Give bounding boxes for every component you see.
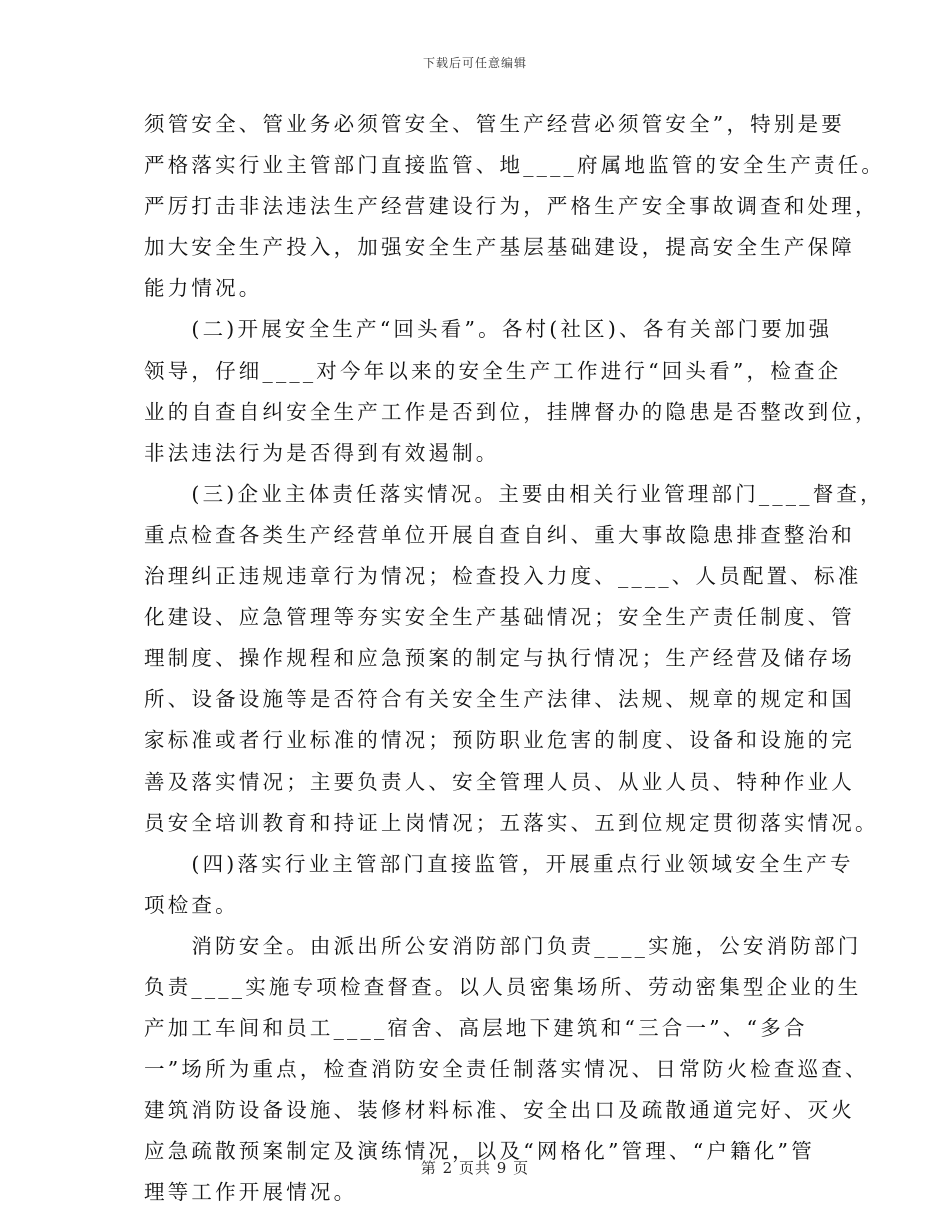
page-header: 下载后可任意编辑	[422, 56, 527, 70]
text-line: 加大安全生产投入，加强安全生产基层基础建设，提高安全生产保障	[144, 235, 855, 260]
text-line: (二)开展安全生产“回头看”。各村(社区)、各有关部门要加强	[144, 317, 833, 342]
text-line: 能力情况。	[144, 276, 263, 301]
text-line: 善及落实情况；主要负责人、安全管理人员、从业人员、特种作业人	[144, 769, 855, 794]
text-line: 一”场所为重点，检查消防安全责任制落实情况、日常防火检查巡查、	[144, 1057, 869, 1082]
text-line: 化建设、应急管理等夯实安全生产基础情况；安全生产责任制度、管	[144, 605, 855, 630]
text-line: 应急疏散预案制定及演练情况，以及“网格化”管理、“户籍化”管	[144, 1139, 815, 1164]
text-line: 员安全培训教育和持证上岗情况；五落实、五到位规定贯彻落实情况。	[144, 810, 879, 835]
text-line: 项检查。	[144, 892, 239, 917]
text-line: (三)企业主体责任落实情况。主要由相关行业管理部门____督查，	[144, 481, 884, 506]
text-line: 所、设备设施等是否符合有关安全生产法律、法规、规章的规定和国	[144, 687, 855, 712]
text-line: 严格落实行业主管部门直接监管、地____府属地监管的安全生产责任。	[144, 153, 886, 178]
text-line: 理等工作开展情况。	[144, 1180, 358, 1205]
page-number: 第 2 页共 9 页	[420, 1159, 530, 1177]
text-line: 家标准或者行业标准的情况；预防职业危害的制度、设备和设施的完	[144, 728, 855, 753]
text-line: 重点检查各类生产经营单位开展自查自纠、重大事故隐患排查整治和	[144, 522, 855, 547]
text-line: 业的自查自纠安全生产工作是否到位，挂牌督办的隐患是否整改到位，	[144, 399, 879, 424]
text-line: 严厉打击非法违法生产经营建设行为，严格生产安全事故调查和处理，	[144, 194, 879, 219]
text-line: 理制度、操作规程和应急预案的制定与执行情况；生产经营及储存场	[144, 646, 855, 671]
text-line: 建筑消防设备设施、装修材料标准、安全出口及疏散通道完好、灭火	[144, 1098, 855, 1123]
text-line: 负责____实施专项检查督查。以人员密集场所、劳动密集型企业的生	[144, 974, 862, 999]
text-line: 治理纠正违规违章行为情况；检查投入力度、____、人员配置、标准	[144, 564, 862, 589]
document-body	[144, 104, 886, 1214]
text-line: 非法违法行为是否得到有效遏制。	[144, 440, 500, 465]
text-line: 领导，仔细____对今年以来的安全生产工作进行“回头看”，检查企	[144, 358, 842, 383]
text-line: 须管安全、管业务必须管安全、管生产经营必须管安全”，特别是要	[144, 112, 845, 136]
text-line: 产加工车间和员工____宿舍、高层地下建筑和“三合一”、“多合	[144, 1016, 808, 1041]
text-line: 消防安全。由派出所公安消防部门负责____实施，公安消防部门	[144, 933, 862, 958]
text-line: (四)落实行业主管部门直接监管，开展重点行业领域安全生产专	[144, 851, 854, 876]
